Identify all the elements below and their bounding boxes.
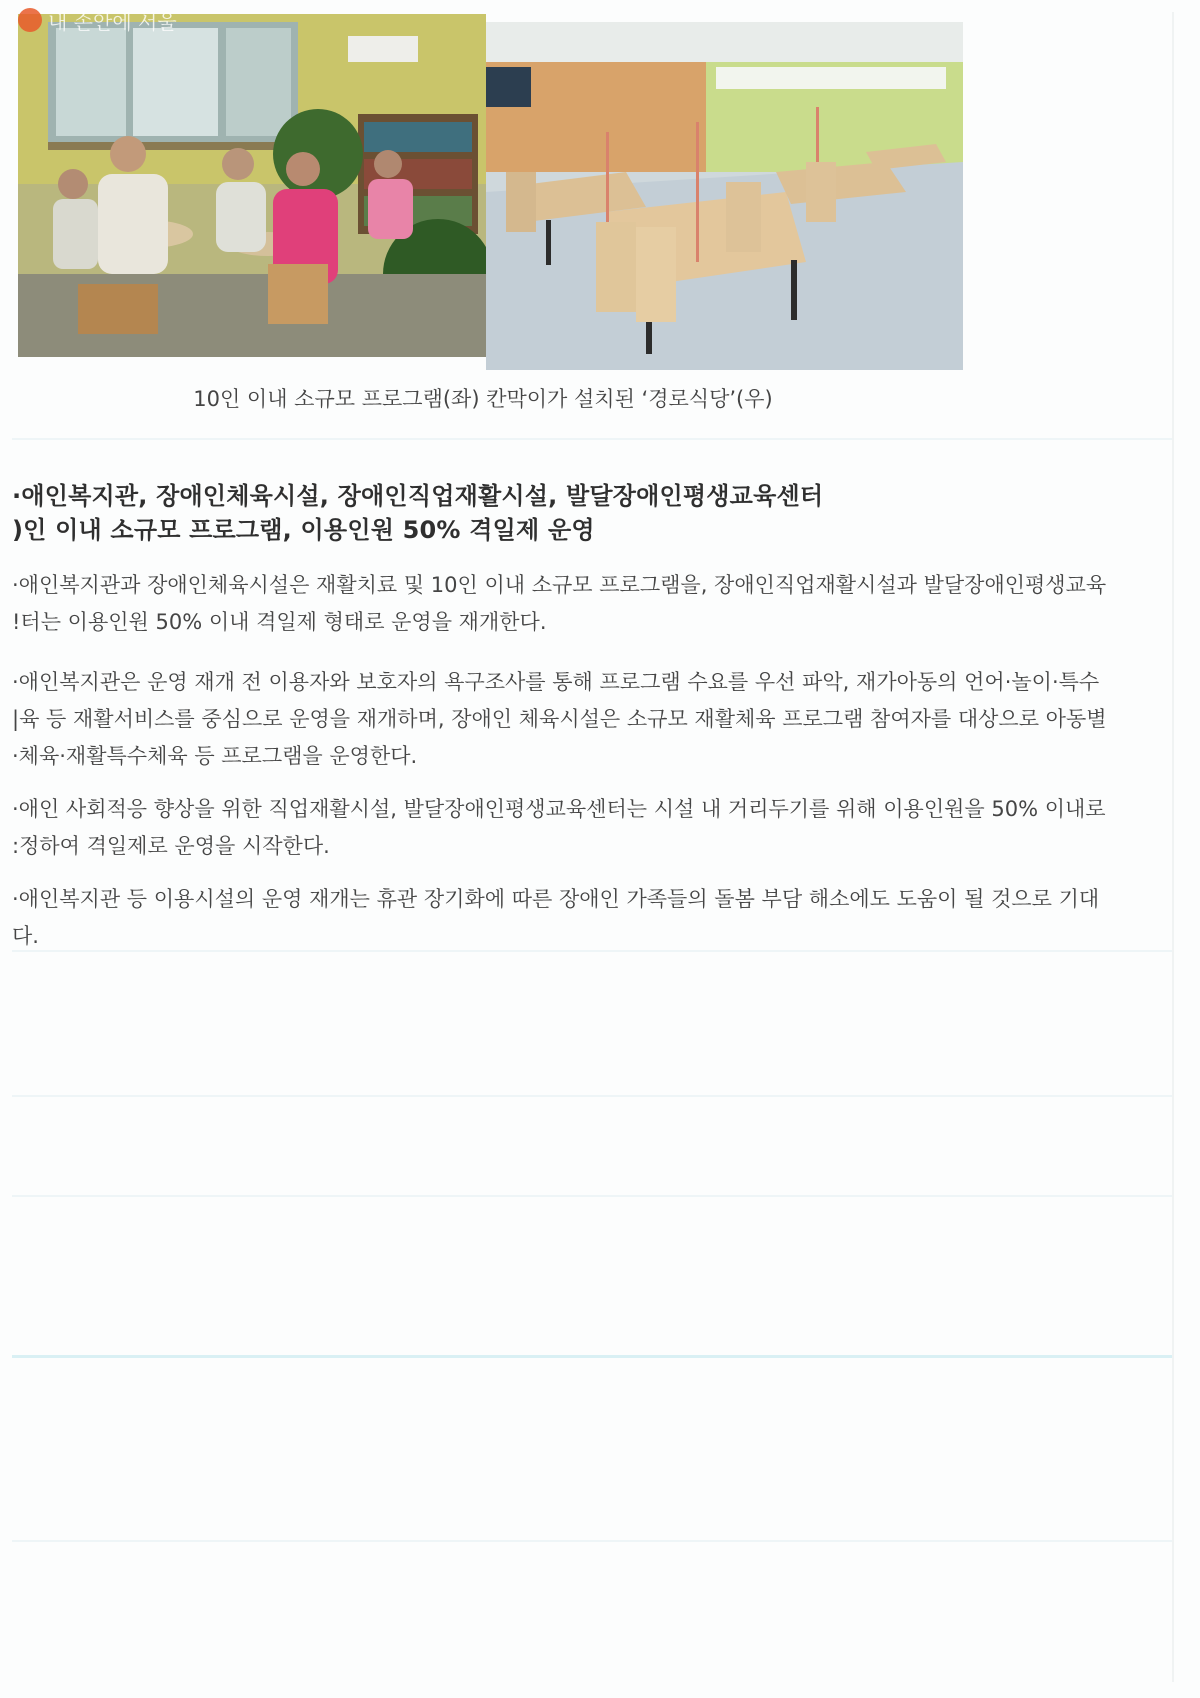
scan-line	[12, 1195, 1172, 1197]
paragraph-line: ·애인 사회적응 향상을 위한 직업재활시설, 발달장애인평생교육센터는 시설 내 거리두기를 위해 이용인원을 50% 이내로	[12, 797, 1106, 821]
scan-line	[12, 1355, 1172, 1358]
watermark	[18, 6, 177, 34]
scan-line	[12, 1540, 1172, 1542]
paragraph-1	[12, 567, 1172, 641]
paragraph-line: :정하여 격일제로 운영을 시작한다.	[12, 834, 330, 858]
paragraph-line: !터는 이용인원 50% 이내 격일제 형태로 운영을 재개한다.	[12, 610, 547, 634]
watermark-text: 내 손안에 서울	[48, 9, 177, 34]
photo-senior-cafeteria	[486, 22, 963, 370]
paragraph-2	[12, 664, 1172, 775]
paragraph-line: ·애인복지관 등 이용시설의 운영 재개는 휴관 장기화에 따른 장애인 가족들의 돌봄 부담 해소에도 도움이 될 것으로 기대	[12, 887, 1100, 911]
paragraph-4	[12, 881, 1172, 955]
scan-line	[12, 1095, 1172, 1097]
paragraph-3	[12, 791, 1172, 865]
headline-line-1: ·애인복지관, 장애인체육시설, 장애인직업재활시설, 발달장애인평생교육센터	[12, 482, 824, 510]
photo-small-group-program	[18, 14, 486, 357]
paragraph-line: ·체육·재활특수체육 등 프로그램을 운영한다.	[12, 744, 418, 768]
headline-line-2: )인 이내 소규모 프로그램, 이용인원 50% 격일제 운영	[12, 516, 595, 544]
photo-caption: 10인 이내 소규모 프로그램(좌) 칸막이가 설치된 ‘경로식당’(우)	[193, 387, 773, 411]
scan-line	[12, 438, 1172, 440]
seoul-logo-icon	[18, 8, 42, 32]
paragraph-line: ·애인복지관은 운영 재개 전 이용자와 보호자의 욕구조사를 통해 프로그램 수요를 우선 파악, 재가아동의 언어·놀이·특수	[12, 670, 1100, 694]
scan-edge	[1172, 12, 1174, 1682]
paragraph-line: |육 등 재활서비스를 중심으로 운영을 재개하며, 장애인 체육시설은 소규모 재활체육 프로그램 참여자를 대상으로 아동별	[12, 707, 1107, 731]
paragraph-line: 다.	[12, 924, 39, 948]
paragraph-line: ·애인복지관과 장애인체육시설은 재활치료 및 10인 이내 소규모 프로그램을, 장애인직업재활시설과 발달장애인평생교육	[12, 573, 1107, 597]
